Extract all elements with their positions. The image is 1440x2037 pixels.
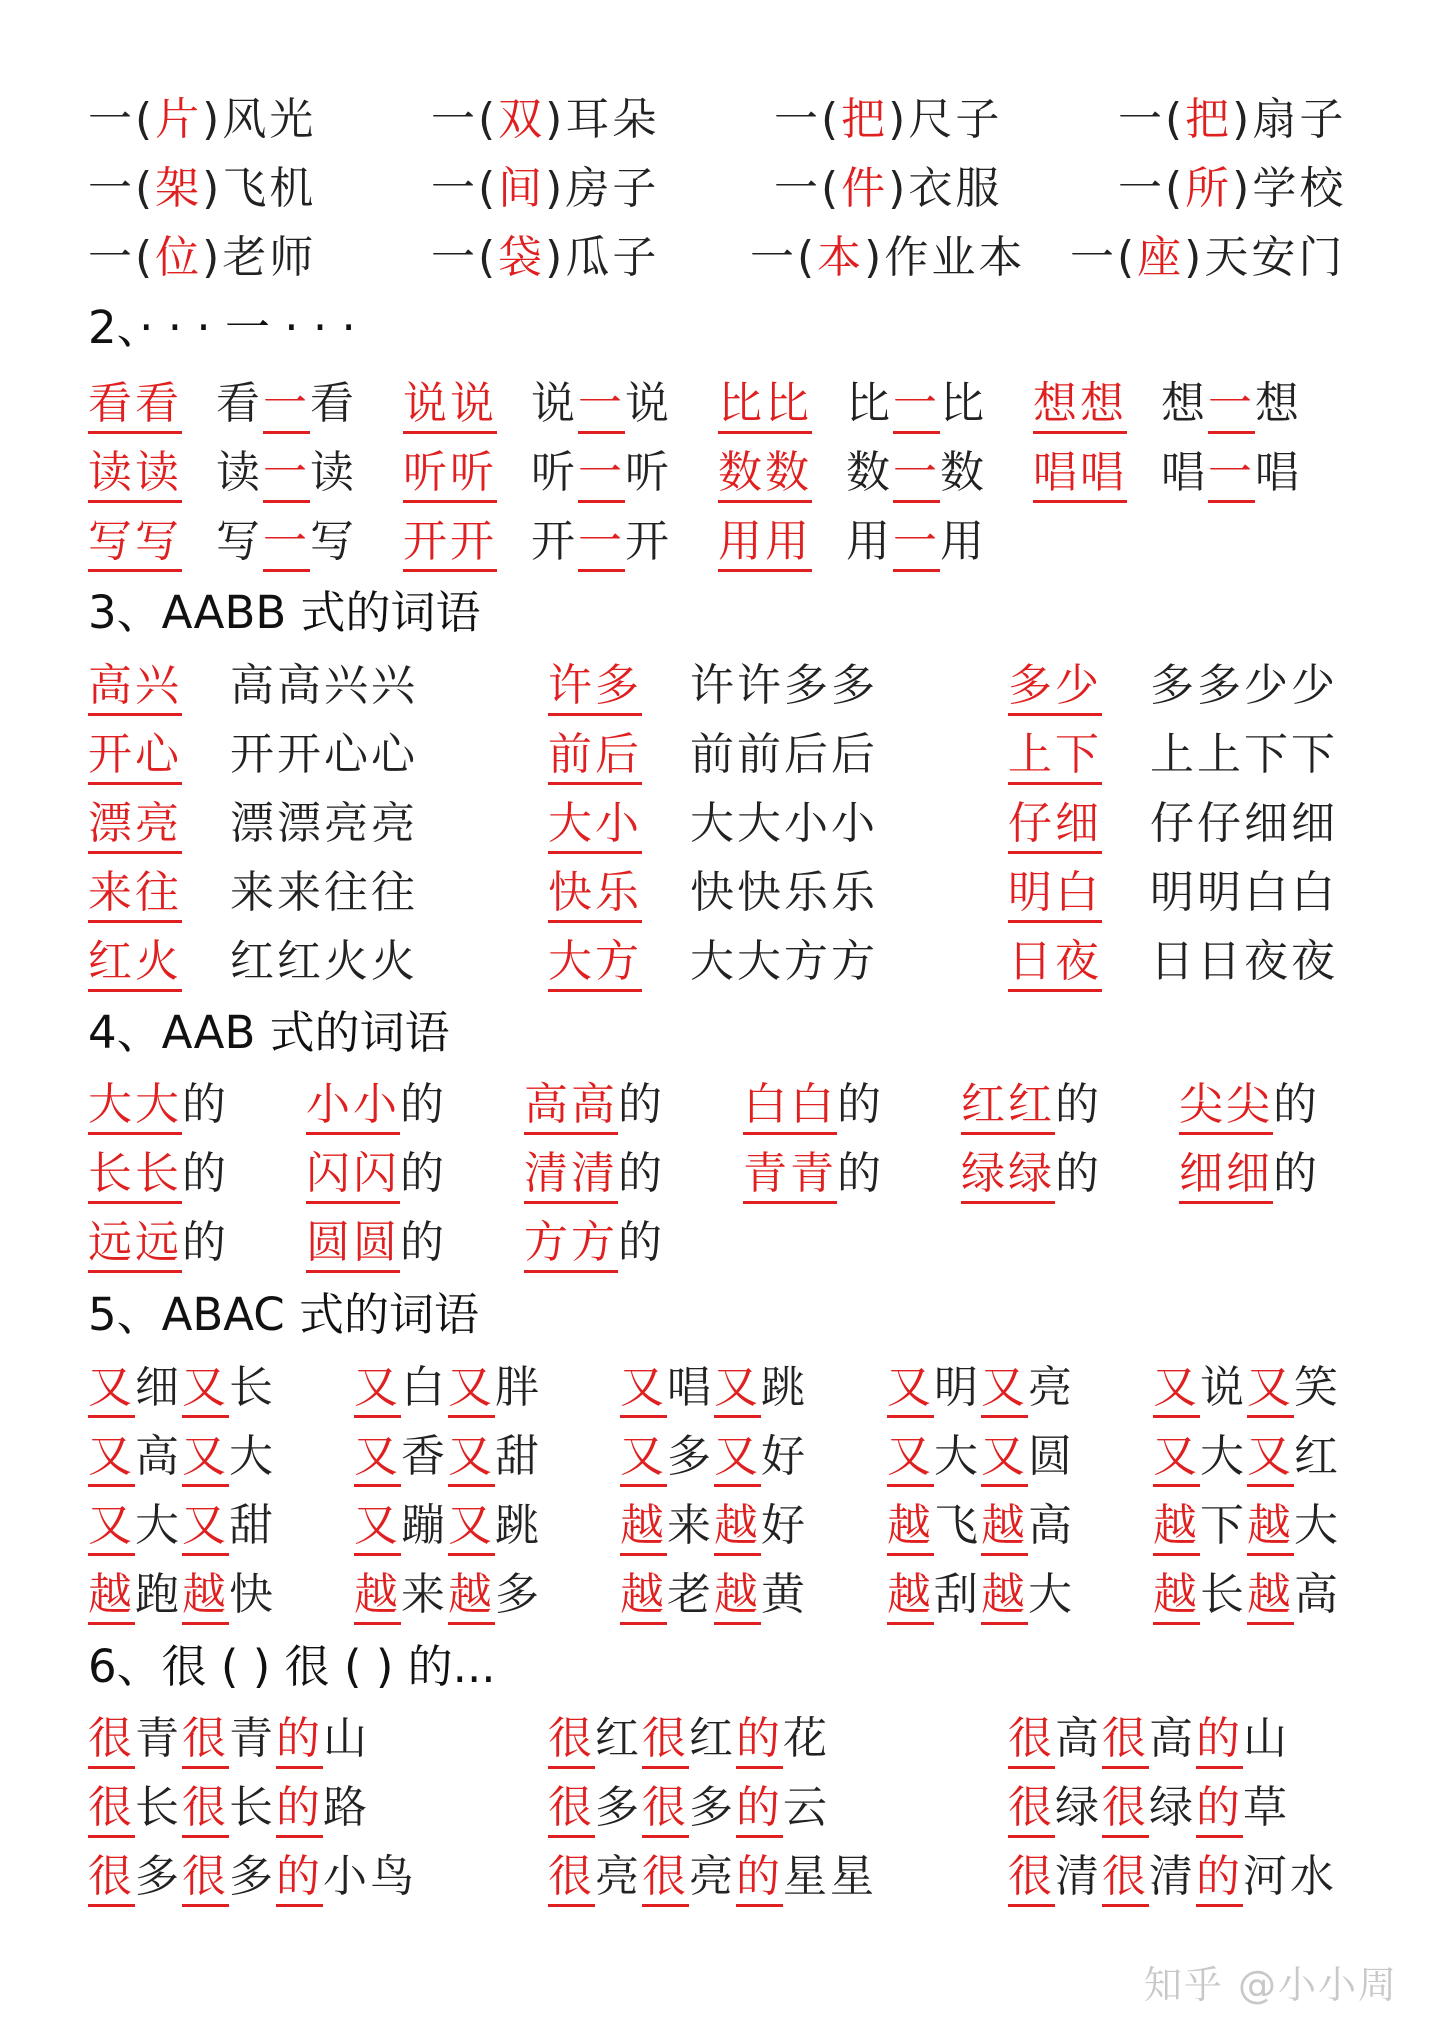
redup-item: 唱唱 唱一唱 <box>1033 443 1302 503</box>
abac-item: 又蹦又跳 <box>354 1496 542 1556</box>
measure-row <box>88 90 1388 150</box>
aab-item: 闪闪的 <box>306 1144 447 1204</box>
abac-item: 越飞越高 <box>887 1496 1075 1556</box>
aab-item: 圆圆的 <box>306 1213 447 1273</box>
redup-row <box>88 374 1388 434</box>
measure-item: 一(件)衣服 <box>774 163 1003 214</box>
abac-item: 越长越高 <box>1153 1565 1341 1625</box>
redup-row <box>88 443 1388 503</box>
abac-row <box>88 1565 1388 1625</box>
aabb-item: 大方 大大方方 <box>548 932 878 992</box>
aabb-row <box>88 794 1388 854</box>
aab-item: 高高的 <box>524 1075 665 1135</box>
aabb-item: 多少 多多少少 <box>1008 656 1338 716</box>
abac-item: 又高又大 <box>88 1427 276 1487</box>
abac-item: 又明又亮 <box>887 1358 1075 1418</box>
aab-item: 细细的 <box>1179 1144 1320 1204</box>
measure-item: 一(架)飞机 <box>88 163 317 214</box>
aabb-item: 许多 许许多多 <box>548 656 878 716</box>
abac-item: 又大又红 <box>1153 1427 1341 1487</box>
aabb-item: 仔细 仔仔细细 <box>1008 794 1338 854</box>
redup-item: 用用 用一用 <box>718 512 987 572</box>
aab-item: 方方的 <box>524 1213 665 1273</box>
abac-item: 又香又甜 <box>354 1427 542 1487</box>
aab-item: 清清的 <box>524 1144 665 1204</box>
aabb-row <box>88 656 1388 716</box>
aabb-item: 前后 前前后后 <box>548 725 878 785</box>
aab-item: 尖尖的 <box>1179 1075 1320 1135</box>
aab-row <box>88 1075 1388 1135</box>
hen-item: 很青很青的山 <box>88 1709 370 1769</box>
abac-item: 又多又好 <box>620 1427 808 1487</box>
aabb-row <box>88 863 1388 923</box>
aabb-row <box>88 725 1388 785</box>
abac-row <box>88 1427 1388 1487</box>
abac-item: 越跑越快 <box>88 1565 276 1625</box>
hen-row <box>88 1847 1388 1907</box>
abac-item: 又唱又跳 <box>620 1358 808 1418</box>
aabb-item: 快乐 快快乐乐 <box>548 863 878 923</box>
measure-item: 一(所)学校 <box>1118 163 1347 214</box>
section-heading-3: 3、AABB 式的词语 <box>88 586 481 639</box>
aabb-row <box>88 932 1388 992</box>
abac-item: 又大又甜 <box>88 1496 276 1556</box>
abac-item: 越来越多 <box>354 1565 542 1625</box>
measure-item: 一(片)风光 <box>88 94 317 145</box>
hen-item: 很多很多的云 <box>548 1778 830 1838</box>
hen-item: 很红很红的花 <box>548 1709 830 1769</box>
measure-row <box>88 228 1388 288</box>
abac-item: 越来越好 <box>620 1496 808 1556</box>
redup-item: 数数 数一数 <box>718 443 987 503</box>
measure-item: 一(间)房子 <box>431 163 660 214</box>
redup-item: 想想 想一想 <box>1033 374 1302 434</box>
aabb-item: 红火 红红火火 <box>88 932 418 992</box>
aabb-item: 上下 上上下下 <box>1008 725 1338 785</box>
hen-item: 很高很高的山 <box>1008 1709 1290 1769</box>
measure-item: 一(袋)瓜子 <box>431 232 660 283</box>
measure-item: 一(把)扇子 <box>1118 94 1347 145</box>
aab-item: 红红的 <box>961 1075 1102 1135</box>
aabb-item: 漂亮 漂漂亮亮 <box>88 794 418 854</box>
hen-item: 很亮很亮的星星 <box>548 1847 877 1907</box>
section-heading-2: 2、· · · 一 · · · <box>88 301 356 354</box>
aab-row <box>88 1213 1388 1273</box>
aab-item: 大大的 <box>88 1075 229 1135</box>
aabb-item: 日夜 日日夜夜 <box>1008 932 1338 992</box>
watermark: 知乎 @小小周 <box>1143 1963 1398 2007</box>
hen-row <box>88 1709 1388 1769</box>
redup-item: 开开 开一开 <box>403 512 672 572</box>
redup-item: 比比 比一比 <box>718 374 987 434</box>
redup-item: 看看 看一看 <box>88 374 357 434</box>
aabb-item: 大小 大大小小 <box>548 794 878 854</box>
aab-item: 长长的 <box>88 1144 229 1204</box>
redup-row <box>88 512 1388 572</box>
aabb-item: 来往 来来往往 <box>88 863 418 923</box>
abac-item: 越下越大 <box>1153 1496 1341 1556</box>
abac-item: 又大又圆 <box>887 1427 1075 1487</box>
section-heading-6: 6、很 ( ) 很 ( ) 的... <box>88 1640 496 1693</box>
measure-row <box>88 159 1388 219</box>
measure-item: 一(双)耳朵 <box>431 94 660 145</box>
section-heading-5: 5、ABAC 式的词语 <box>88 1288 480 1341</box>
abac-item: 又白又胖 <box>354 1358 542 1418</box>
measure-item: 一(把)尺子 <box>774 94 1003 145</box>
measure-item: 一(本)作业本 <box>750 232 1026 283</box>
aab-item: 远远的 <box>88 1213 229 1273</box>
aab-item: 白白的 <box>743 1075 884 1135</box>
aabb-item: 明白 明明白白 <box>1008 863 1338 923</box>
redup-item: 听听 听一听 <box>403 443 672 503</box>
redup-item: 说说 说一说 <box>403 374 672 434</box>
abac-item: 越刮越大 <box>887 1565 1075 1625</box>
section-heading-4: 4、AAB 式的词语 <box>88 1006 450 1059</box>
hen-item: 很绿很绿的草 <box>1008 1778 1290 1838</box>
abac-row <box>88 1496 1388 1556</box>
hen-item: 很多很多的小鸟 <box>88 1847 417 1907</box>
aabb-item: 开心 开开心心 <box>88 725 418 785</box>
aab-item: 小小的 <box>306 1075 447 1135</box>
redup-item: 写写 写一写 <box>88 512 357 572</box>
aab-row <box>88 1144 1388 1204</box>
hen-item: 很长很长的路 <box>88 1778 370 1838</box>
measure-item: 一(座)天安门 <box>1070 232 1346 283</box>
aab-item: 青青的 <box>743 1144 884 1204</box>
measure-item: 一(位)老师 <box>88 232 317 283</box>
aab-item: 绿绿的 <box>961 1144 1102 1204</box>
aabb-item: 高兴 高高兴兴 <box>88 656 418 716</box>
abac-item: 越老越黄 <box>620 1565 808 1625</box>
abac-row <box>88 1358 1388 1418</box>
abac-item: 又细又长 <box>88 1358 276 1418</box>
hen-item: 很清很清的河水 <box>1008 1847 1337 1907</box>
hen-row <box>88 1778 1388 1838</box>
abac-item: 又说又笑 <box>1153 1358 1341 1418</box>
redup-item: 读读 读一读 <box>88 443 357 503</box>
